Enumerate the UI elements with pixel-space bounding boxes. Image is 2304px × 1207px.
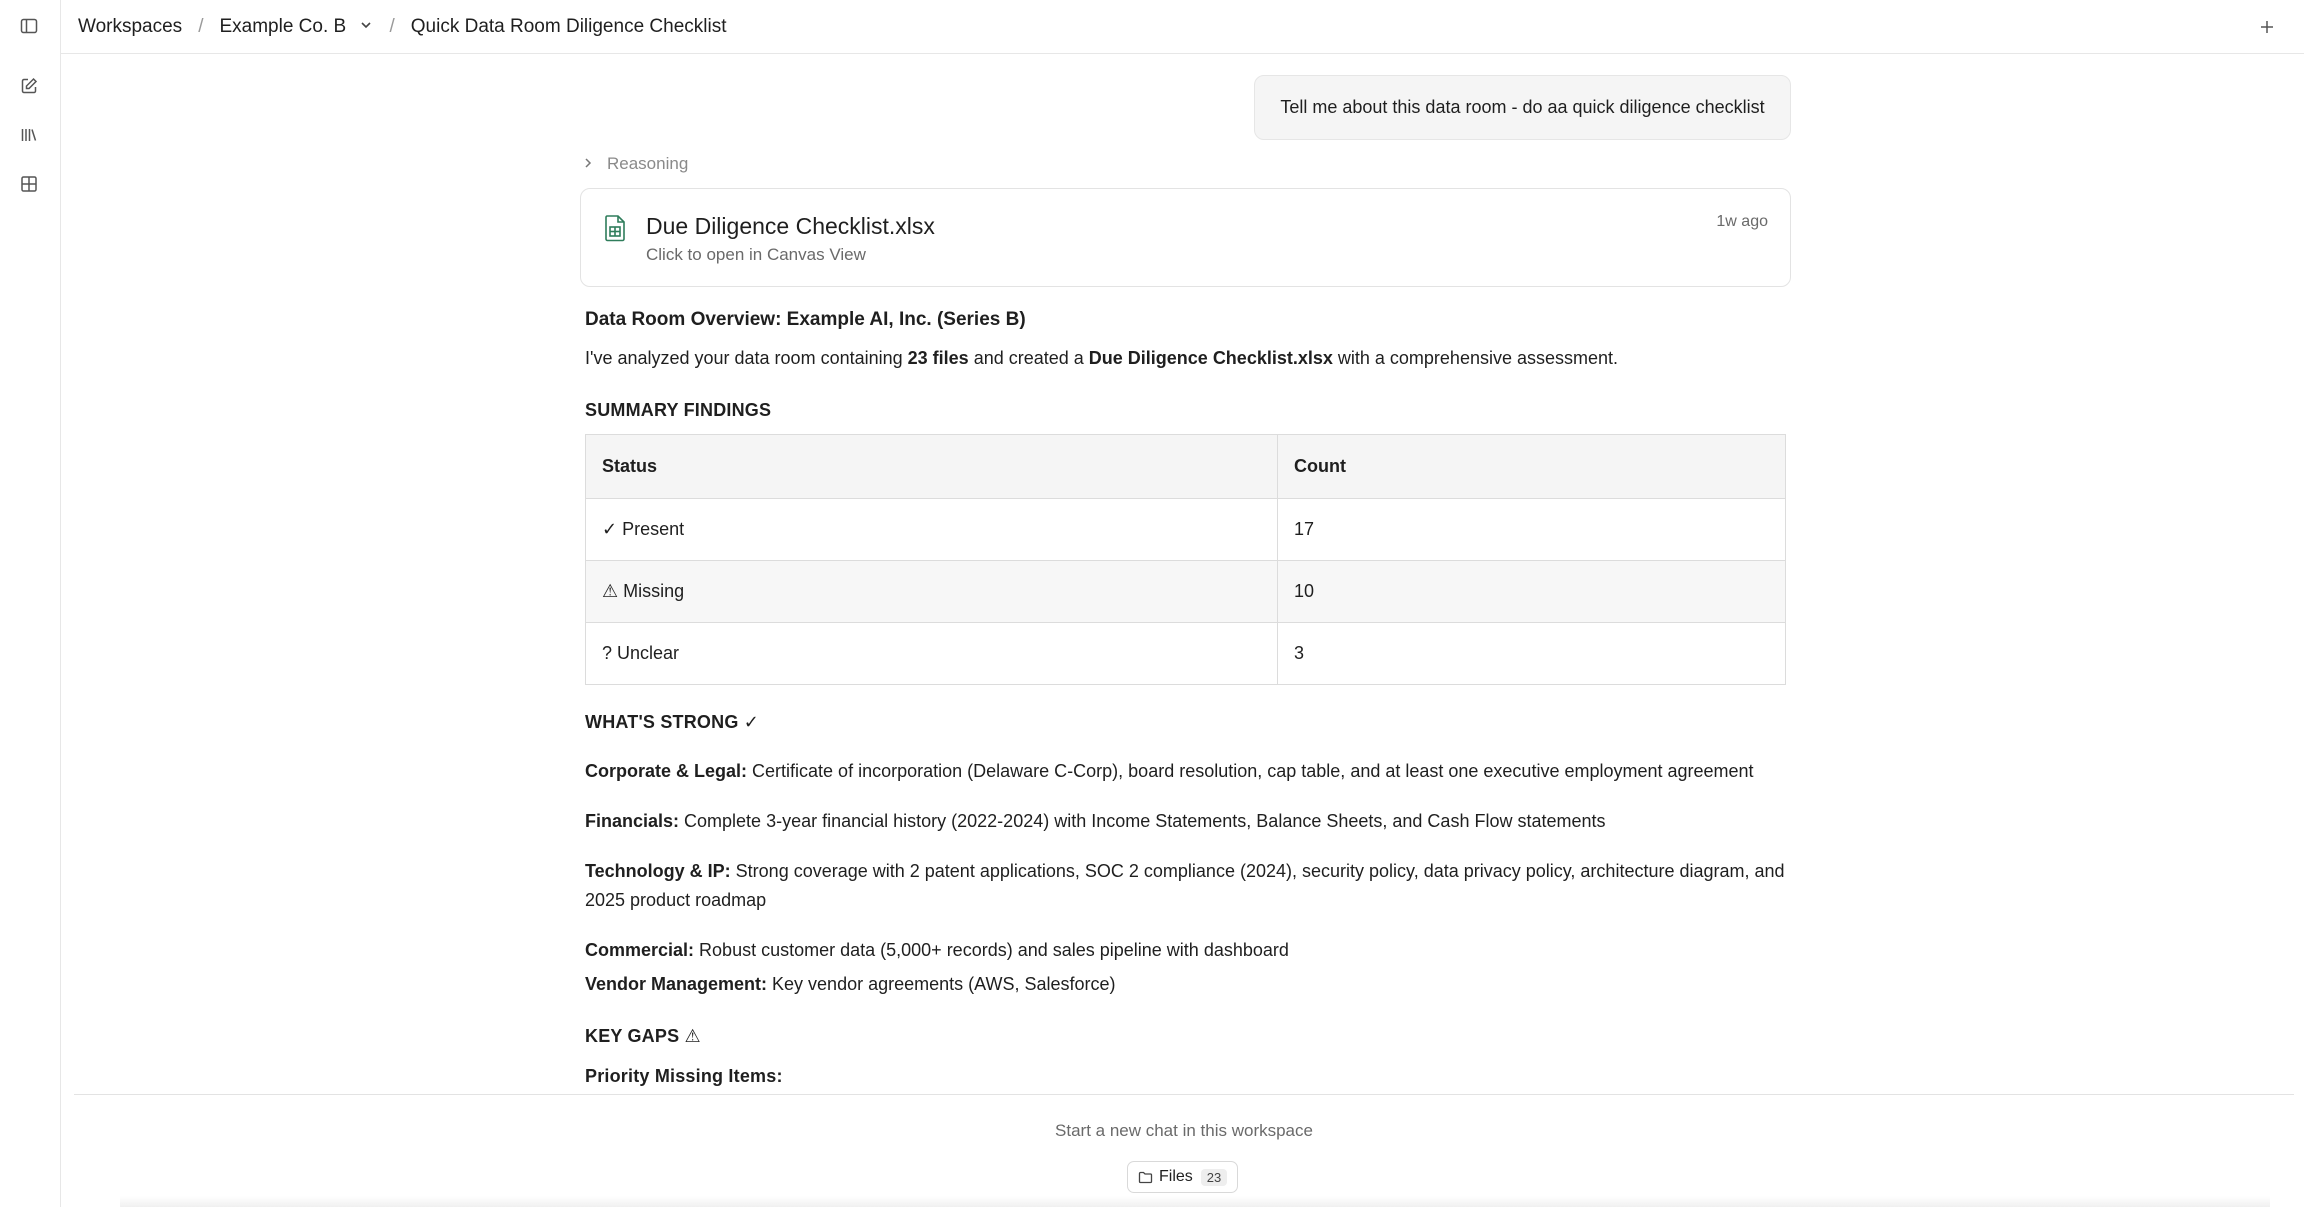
strong-item xyxy=(585,936,1790,965)
table-header-count: Count xyxy=(1278,435,1786,499)
spreadsheet-icon xyxy=(603,214,627,242)
table-row xyxy=(586,623,1786,685)
grid-icon[interactable] xyxy=(14,169,44,199)
overview-heading: Data Room Overview: Example AI, Inc. (Series B) xyxy=(585,309,1026,330)
table-row xyxy=(586,561,1786,623)
table-header-status: Status xyxy=(586,435,1278,499)
left-rail xyxy=(0,0,61,1207)
summary-table xyxy=(585,434,1786,685)
strong-item xyxy=(585,757,1790,786)
bottom-shadow xyxy=(120,1196,2270,1207)
intro-text: with a comprehensive assessment. xyxy=(1332,348,1619,368)
intro-text: and created a xyxy=(968,348,1089,368)
strong-item-text: Key vendor agreements (AWS, Salesforce) xyxy=(767,974,1116,994)
top-bar xyxy=(61,0,2304,54)
strong-item-text: Strong coverage with 2 patent applications, SOC 2 compliance (2024), security policy, data privacy policy, architecture diagram, and 2025 product roadmap xyxy=(585,861,1785,910)
strong-item xyxy=(585,807,1790,836)
chevron-right-icon xyxy=(583,154,593,174)
breadcrumb-separator: / xyxy=(198,16,204,37)
overview-intro xyxy=(585,348,1618,369)
file-title: Due Diligence Checklist.xlsx xyxy=(646,213,935,239)
files-count-badge: 23 xyxy=(1201,1169,1227,1186)
sidebar-toggle-icon[interactable] xyxy=(14,11,44,41)
strong-item-label: Financials: xyxy=(585,811,680,831)
strong-heading: WHAT'S STRONG ✓ xyxy=(585,712,760,732)
breadcrumb-page: Quick Data Room Diligence Checklist xyxy=(410,16,727,37)
strong-item xyxy=(585,857,1790,915)
intro-file-count: 23 files xyxy=(907,348,969,368)
file-card[interactable] xyxy=(580,188,1791,287)
file-timestamp: 1w ago xyxy=(1716,213,1768,230)
breadcrumb xyxy=(78,0,727,54)
user-message: Tell me about this data room - do aa quick diligence checklist xyxy=(1254,75,1791,140)
folder-icon xyxy=(1138,1171,1153,1184)
count-cell: 10 xyxy=(1278,561,1786,623)
status-cell: ⚠ Missing xyxy=(586,561,1278,623)
status-cell: ? Unclear xyxy=(586,623,1278,685)
count-cell: 17 xyxy=(1278,499,1786,561)
breadcrumb-workspace-label: Example Co. B xyxy=(219,16,347,37)
strong-item-label: Vendor Management: xyxy=(585,974,768,994)
table-row xyxy=(586,499,1786,561)
library-icon[interactable] xyxy=(14,120,44,150)
strong-item-label: Corporate & Legal: xyxy=(585,761,748,781)
plus-icon[interactable] xyxy=(2252,12,2282,42)
reasoning-toggle[interactable] xyxy=(581,154,688,174)
table-header-row xyxy=(586,435,1786,499)
strong-item xyxy=(585,970,1790,999)
breadcrumb-workspaces[interactable]: Workspaces xyxy=(78,16,183,37)
new-chat-prompt[interactable]: Start a new chat in this workspace xyxy=(1055,1121,1313,1140)
gaps-heading: KEY GAPS ⚠ xyxy=(585,1026,701,1046)
strong-item-label: Technology & IP: xyxy=(585,861,731,881)
file-subtitle: Click to open in Canvas View xyxy=(646,245,866,264)
strong-item-label: Commercial: xyxy=(585,940,695,960)
new-chat-icon[interactable] xyxy=(14,71,44,101)
count-cell: 3 xyxy=(1278,623,1786,685)
breadcrumb-separator: / xyxy=(389,16,395,37)
summary-heading: SUMMARY FINDINGS xyxy=(585,400,772,420)
intro-text: I've analyzed your data room containing xyxy=(585,348,908,368)
strong-item-text: Robust customer data (5,000+ records) and sales pipeline with dashboard xyxy=(694,940,1289,960)
reasoning-label: Reasoning xyxy=(607,154,689,173)
breadcrumb-workspace[interactable] xyxy=(219,16,373,38)
chevron-down-icon[interactable] xyxy=(359,16,373,38)
intro-file-name: Due Diligence Checklist.xlsx xyxy=(1088,348,1333,368)
composer xyxy=(74,1094,2294,1207)
files-label: Files xyxy=(1159,1168,1193,1185)
strong-item-text: Complete 3-year financial history (2022-2024) with Income Statements, Balance Sheets, and Cash Flow statements xyxy=(679,811,1606,831)
status-cell: ✓ Present xyxy=(586,499,1278,561)
files-button[interactable] xyxy=(1127,1161,1238,1193)
strong-item-text: Certificate of incorporation (Delaware C-Corp), board resolution, cap table, and at least one executive employment agreement xyxy=(747,761,1754,781)
priority-missing-heading: Priority Missing Items: xyxy=(585,1066,783,1086)
